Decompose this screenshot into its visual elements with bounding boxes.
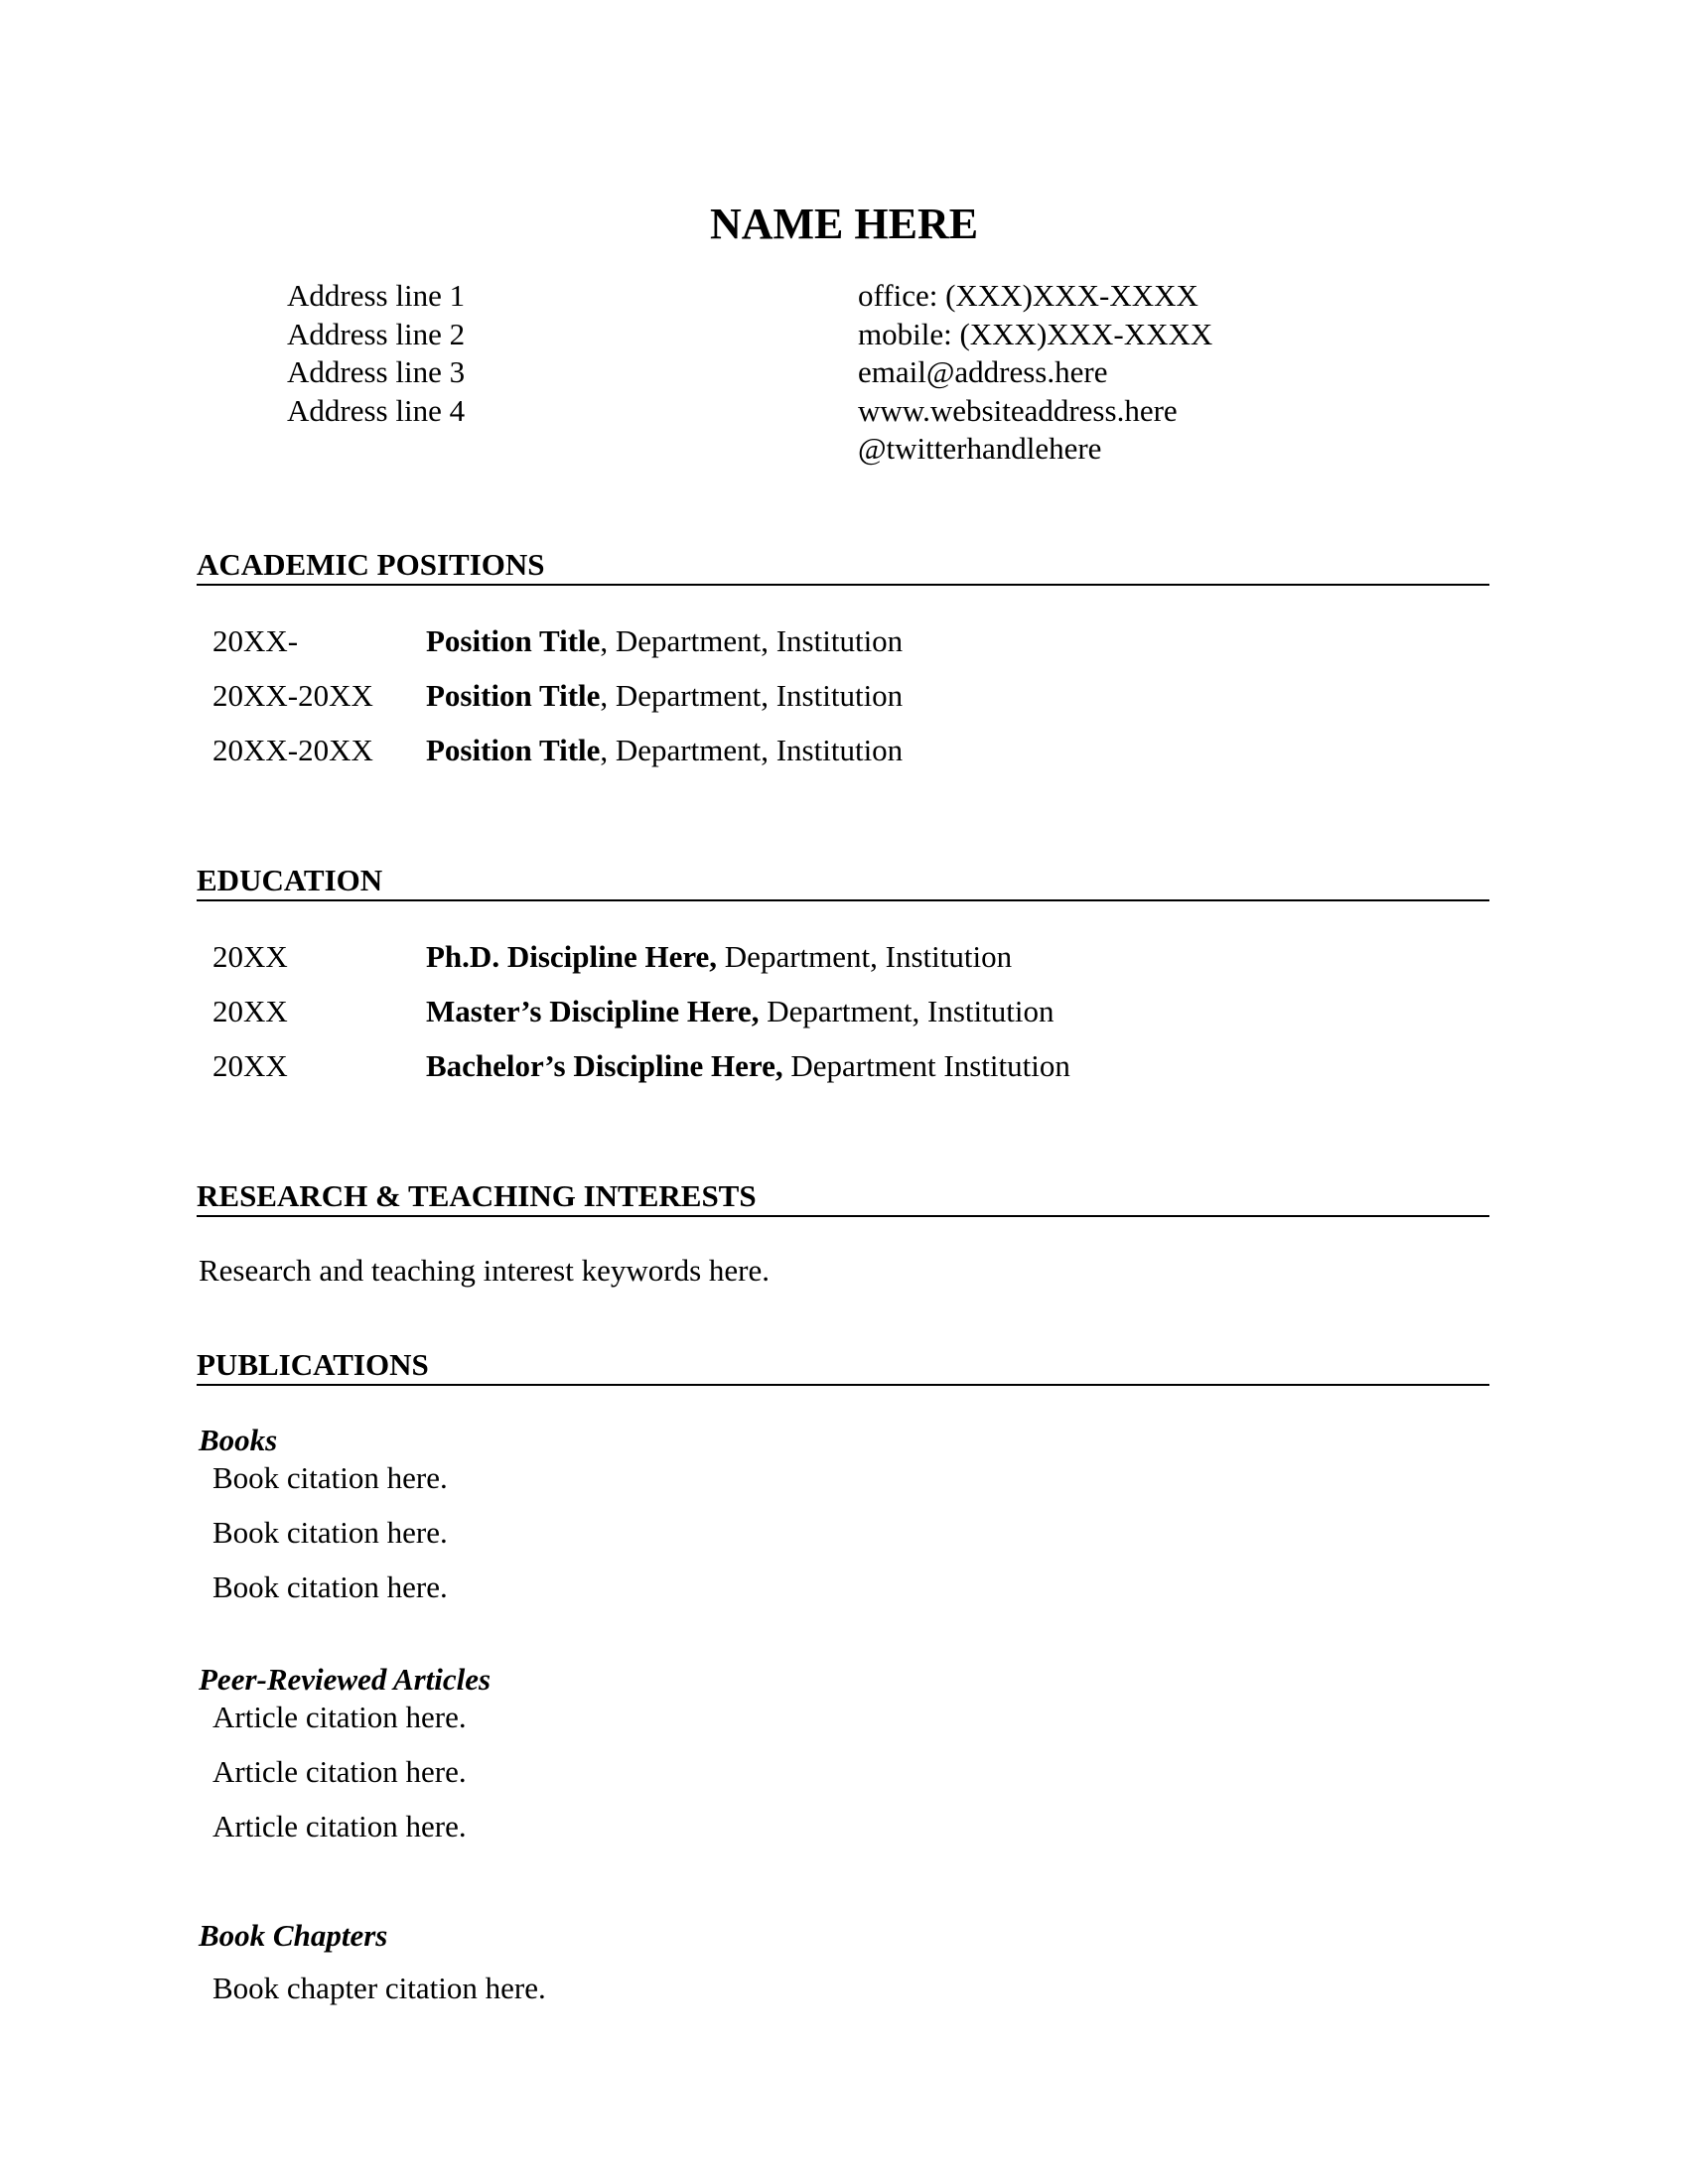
section-heading-publications: PUBLICATIONS — [197, 1346, 1489, 1386]
article-citation: Article citation here. — [212, 1700, 467, 1734]
position-title: Position Title — [426, 623, 601, 658]
website-address: www.websiteaddress.here — [858, 392, 1178, 428]
position-date: 20XX- — [212, 623, 299, 658]
education-date: 20XX — [212, 994, 288, 1028]
contact-block — [858, 277, 1212, 469]
education-date: 20XX — [212, 939, 288, 974]
office-phone: office: (XXX)XXX-XXXX — [858, 278, 1198, 313]
position-date: 20XX-20XX — [212, 678, 373, 713]
position-affiliation: , Department, Institution — [600, 733, 904, 767]
education-affiliation: Department, Institution — [759, 994, 1055, 1028]
education-desc — [426, 938, 1012, 976]
education-date: 20XX — [212, 1048, 288, 1083]
position-title: Position Title — [426, 733, 601, 767]
position-date: 20XX-20XX — [212, 733, 373, 767]
section-heading-academic-positions: ACADEMIC POSITIONS — [197, 546, 1489, 586]
education-degree: Bachelor’s Discipline Here, — [426, 1048, 783, 1083]
position-desc — [426, 732, 903, 769]
subheading-books: Books — [199, 1423, 278, 1457]
email-address: email@address.here — [858, 354, 1108, 389]
twitter-handle: @twitterhandlehere — [858, 431, 1102, 466]
section-heading-education: EDUCATION — [197, 862, 1489, 901]
position-title: Position Title — [426, 678, 601, 713]
position-desc — [426, 677, 903, 715]
address-line: Address line 1 — [287, 278, 466, 313]
position-affiliation: , Department, Institution — [600, 678, 904, 713]
address-line: Address line 4 — [287, 392, 466, 428]
research-interests-text: Research and teaching interest keywords here. — [199, 1253, 770, 1288]
address-block — [287, 277, 465, 430]
mobile-phone: mobile: (XXX)XXX-XXXX — [858, 316, 1213, 351]
education-desc — [426, 993, 1054, 1030]
section-heading-research-interests: RESEARCH & TEACHING INTERESTS — [197, 1177, 1489, 1217]
subheading-peer-reviewed-articles: Peer-Reviewed Articles — [199, 1662, 492, 1697]
address-line: Address line 2 — [287, 316, 466, 351]
position-affiliation: , Department, Institution — [600, 623, 904, 658]
page-title: NAME HERE — [709, 200, 979, 248]
subheading-book-chapters: Book Chapters — [199, 1918, 388, 1953]
education-affiliation: Department Institution — [782, 1048, 1070, 1083]
book-chapter-citation: Book chapter citation here. — [212, 1971, 546, 2005]
article-citation: Article citation here. — [212, 1809, 467, 1843]
education-degree: Master’s Discipline Here, — [426, 994, 760, 1028]
education-desc — [426, 1047, 1070, 1085]
education-degree: Ph.D. Discipline Here, — [426, 939, 718, 974]
position-desc — [426, 622, 903, 660]
book-citation: Book citation here. — [212, 1570, 448, 1604]
education-affiliation: Department, Institution — [717, 939, 1013, 974]
book-citation: Book citation here. — [212, 1515, 448, 1550]
article-citation: Article citation here. — [212, 1754, 467, 1789]
book-citation: Book citation here. — [212, 1460, 448, 1495]
address-line: Address line 3 — [287, 354, 466, 389]
